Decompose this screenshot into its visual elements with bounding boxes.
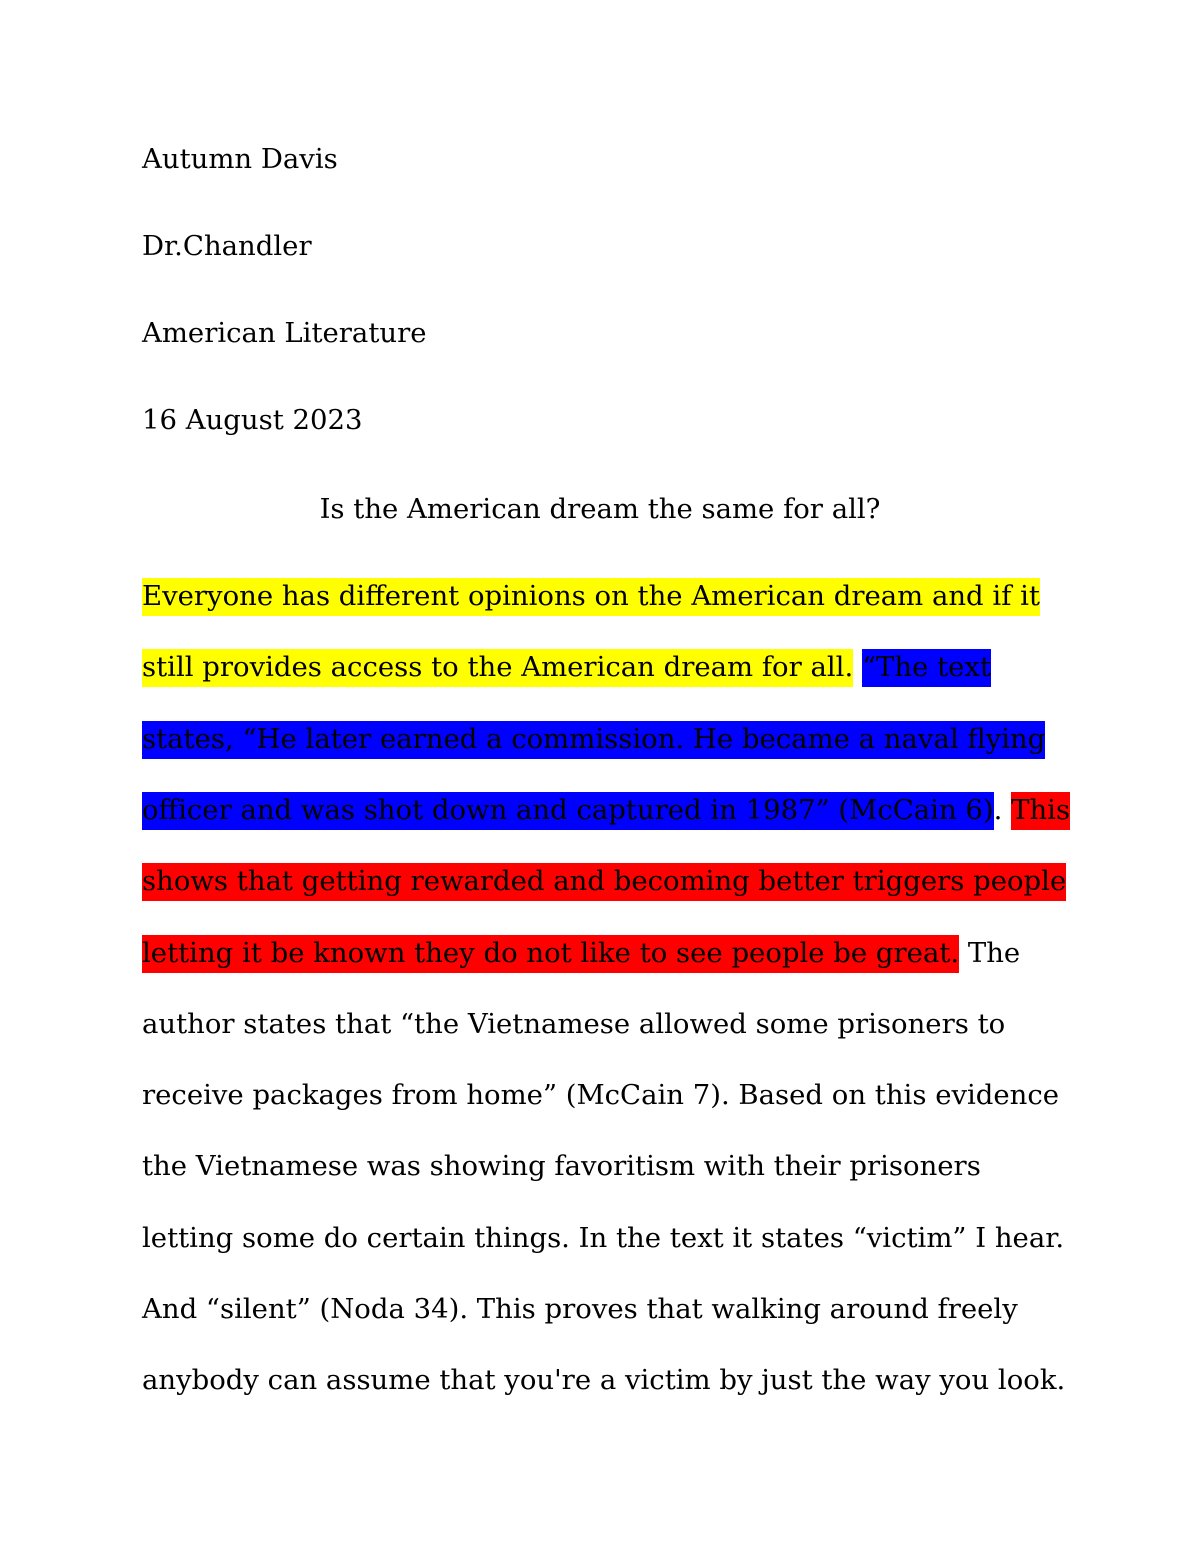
body-line: [142, 1289, 1018, 1329]
body-line: [142, 1360, 1065, 1400]
student-name: Autumn Davis: [142, 143, 338, 175]
instructor-name: Dr.Chandler: [142, 230, 312, 262]
highlighted-text-blue: officer and was shot down and captured in 1987” (McCain 6): [142, 792, 994, 830]
highlighted-text-blue: “The text: [862, 649, 991, 687]
body-text: letting some do certain things. In the text it states “victim” I hear.: [142, 1221, 1065, 1254]
body-line: [142, 576, 1040, 616]
body-line: [142, 647, 991, 687]
body-text: The: [959, 936, 1021, 969]
highlighted-text-yellow: Everyone has different opinions on the American dream and if it: [142, 578, 1040, 616]
body-line: [142, 861, 1066, 901]
body-line: [142, 1218, 1064, 1258]
body-line: [142, 719, 1045, 759]
body-text: And “silent” (Noda 34). This proves that walking around freely: [142, 1293, 1018, 1325]
course-name: American Literature: [142, 317, 427, 349]
date: 16 August 2023: [142, 404, 363, 436]
highlighted-text-red: shows that getting rewarded and becoming better triggers people: [142, 863, 1066, 901]
body-text: .: [993, 793, 1012, 826]
body-text: author states that “the Vietnamese allowed some prisoners to: [142, 1007, 1006, 1040]
highlighted-text-blue: states, “He later earned a commission. He became a naval flying: [142, 721, 1045, 759]
body-text: anybody can assume that you're a victim by just the way you look.: [142, 1364, 1066, 1397]
highlighted-text-red: This: [1011, 792, 1070, 830]
highlighted-text-red: letting it be known they do not like to see people be great.: [142, 935, 959, 973]
body-line: [142, 1075, 1059, 1115]
body-text: the Vietnamese was showing favoritism with their prisoners: [142, 1150, 981, 1183]
body-text: receive packages from home” (McCain 7). Based on this evidence: [142, 1079, 1060, 1112]
body-line: [142, 1146, 981, 1186]
highlighted-text-yellow: still provides access to the American dream for all.: [142, 649, 853, 687]
body-line: [142, 1004, 1005, 1044]
body-line: [142, 790, 1070, 830]
essay-title: Is the American dream the same for all?: [319, 493, 881, 525]
body-text: [853, 651, 862, 683]
body-line: [142, 933, 1020, 973]
